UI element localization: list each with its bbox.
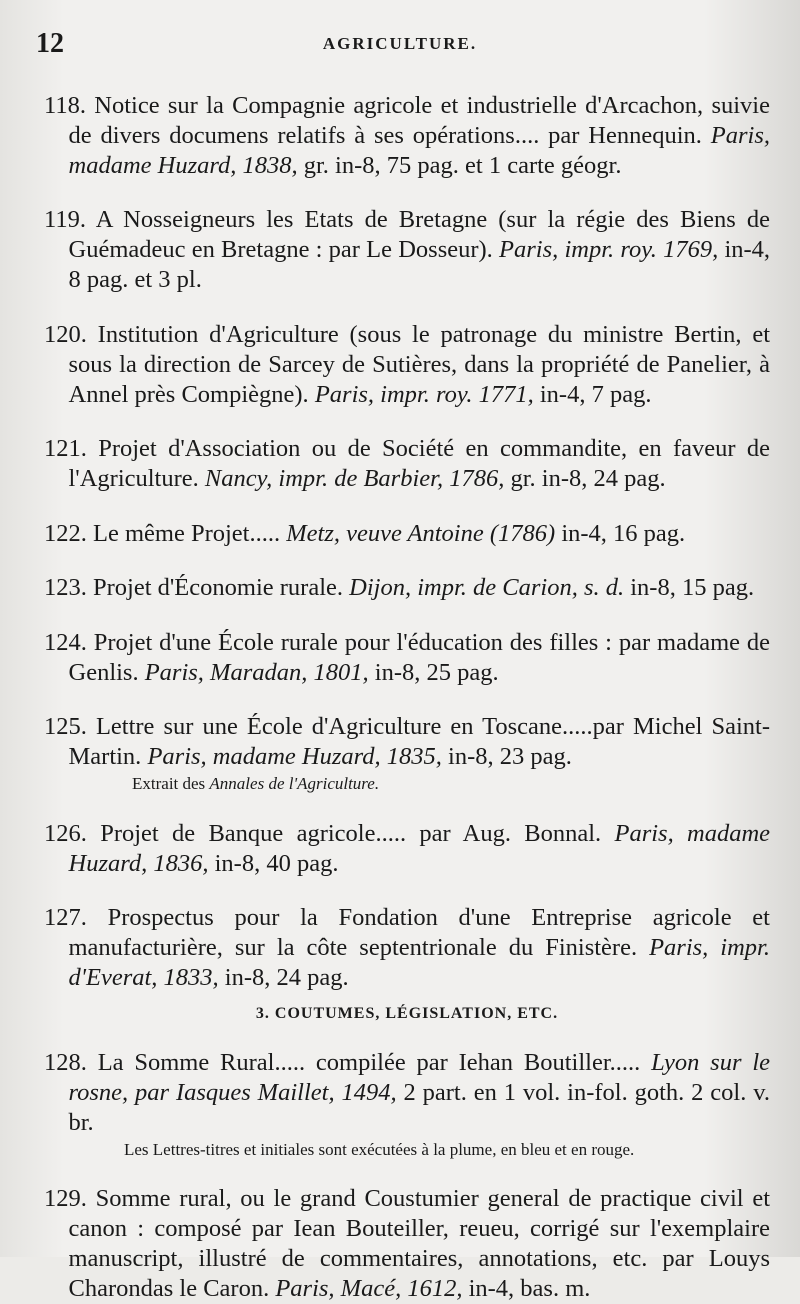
entry-text: Projet d'Économie rurale. [93, 574, 344, 601]
entry-imprint: Paris, madame Huzard, 1838, [68, 121, 771, 179]
entry-number: 121. [44, 435, 87, 462]
entry-imprint: Paris, impr. roy. 1769, [499, 236, 719, 263]
page-header [36, 28, 764, 62]
catalog-entry-128 [44, 1048, 770, 1138]
catalog-entry [44, 91, 770, 181]
entry-number: 123. [44, 574, 87, 601]
entry-imprint: Nancy, impr. de Barbier, 1786, [204, 465, 505, 492]
entry-details: in-8, 40 pag. [214, 849, 339, 877]
entry-text: La Somme Rural..... compilée par Iehan Boutiller..... [97, 1048, 641, 1076]
catalog-entry [44, 903, 770, 993]
catalog-entry [44, 573, 770, 603]
note-italic: Annales de l'Agriculture. [209, 774, 380, 793]
entry-details: in-8, 23 pag. [448, 743, 572, 770]
catalog-entry [44, 819, 770, 879]
entry-details: in-8, 25 pag. [374, 658, 499, 686]
entry-note-128: Les Lettres-titres et initiales sont exécutées à la plume, en bleu et en rouge. [124, 1139, 635, 1159]
entry-details: in-8, 24 pag. [224, 964, 349, 991]
entry-details: in-4, bas. m. [468, 1275, 591, 1302]
section-heading: 3. COUTUMES, LÉGISLATION, ETC. [255, 1005, 559, 1022]
entry-number: 127. [44, 904, 87, 931]
entry-imprint: Paris, impr. roy. 1771, [314, 380, 534, 408]
entry-number: 119. [44, 206, 86, 233]
catalog-entry [44, 519, 770, 549]
entry-details: in-4, 16 pag. [561, 519, 686, 547]
entry-details: gr. in-8, 75 pag. et 1 carte géogr. [303, 151, 622, 179]
entry-number: 120. [44, 320, 87, 348]
entry-number: 122. [44, 519, 87, 547]
catalog-entry [44, 434, 770, 494]
entry-details: in-4, 7 pag. [539, 380, 652, 408]
page-number: 12 [36, 28, 64, 59]
entry-number: 124. [44, 628, 87, 656]
entry-details: in-8, 15 pag. [630, 574, 755, 601]
catalog-entries [44, 66, 770, 1304]
running-title: AGRICULTURE. [322, 34, 478, 53]
entry-text: Institution d'Agriculture (sous le patronage du ministre Bertin, et sous la direction de Sarcey de Sutières, dans la propriété de Panelier, à Annel près Compiègne). [68, 320, 770, 408]
entry-text: Lettre sur une École d'Agriculture en Toscane.....par Michel Saint-Martin. [68, 713, 770, 770]
entry-number: 125. [44, 713, 87, 740]
entry-text: Projet de Banque agricole..... par Aug. Bonnal. [100, 819, 602, 847]
entry-details: gr. in-8, 24 pag. [510, 465, 666, 492]
entry-details: 2 part. en 1 vol. in-fol. goth. 2 col. v. br. [68, 1078, 770, 1136]
entry-text: Projet d'une École rurale pour l'éducation des filles : par madame de Genlis. [68, 628, 771, 686]
entry-number: 129. [44, 1185, 87, 1212]
entry-imprint: Paris, Maradan, 1801, [144, 658, 369, 686]
note-prefix: Extrait des [132, 774, 206, 793]
entry-number: 126. [44, 819, 87, 847]
entry-details: in-4, 8 pag. et 3 pl. [68, 236, 771, 293]
entry-text: Prospectus pour la Fondation d'une Entreprise agricole et manufacturière, sur la côte septentrionale du Finistère. [68, 904, 770, 961]
entry-imprint: Paris, impr. d'Everat, 1833, [68, 934, 770, 991]
entry-imprint: Metz, veuve Antoine (1786) [286, 519, 556, 547]
entry-imprint: Dijon, impr. de Carion, s. d. [349, 574, 625, 601]
catalog-entry [44, 712, 770, 772]
entry-imprint: Paris, madame Huzard, 1835, [147, 743, 442, 770]
entry-text: Le même Projet..... [93, 519, 281, 547]
entry-text: A Nosseigneurs les Etats de Bretagne (sur la régie des Biens de Guémadeuc en Bretagne : par Le Dosseur). [68, 206, 770, 263]
entry-text: Somme rural, ou le grand Coustumier general de practique civil et canon : composé par Iean Bouteiller, reueu, corrigé sur l'exemplaire manuscript, illustré de commentaires, annotations, etc. par Louys Charondas le Caron. [68, 1185, 770, 1302]
catalog-entry-129 [44, 1184, 770, 1304]
catalog-entry [44, 320, 770, 410]
entry-number: 128. [44, 1048, 87, 1076]
entry-number: 118. [44, 91, 86, 119]
entry-imprint: Paris, Macé, 1612, [275, 1275, 463, 1302]
catalog-entry [44, 628, 770, 688]
entry-imprint: Lyon sur le rosne, par Iasques Maillet, 1494, [68, 1048, 771, 1106]
catalog-entry [44, 205, 770, 295]
entry-text: Notice sur la Compagnie agricole et industrielle d'Arcachon, suivie de divers documens relatifs à ses opérations.... par Hennequin. [68, 91, 770, 149]
entry-imprint: Paris, madame Huzard, 1836, [68, 819, 771, 877]
entry-note-125 [44, 773, 770, 794]
entry-text: Projet d'Association ou de Société en commandite, en faveur de l'Agriculture. [68, 435, 770, 492]
